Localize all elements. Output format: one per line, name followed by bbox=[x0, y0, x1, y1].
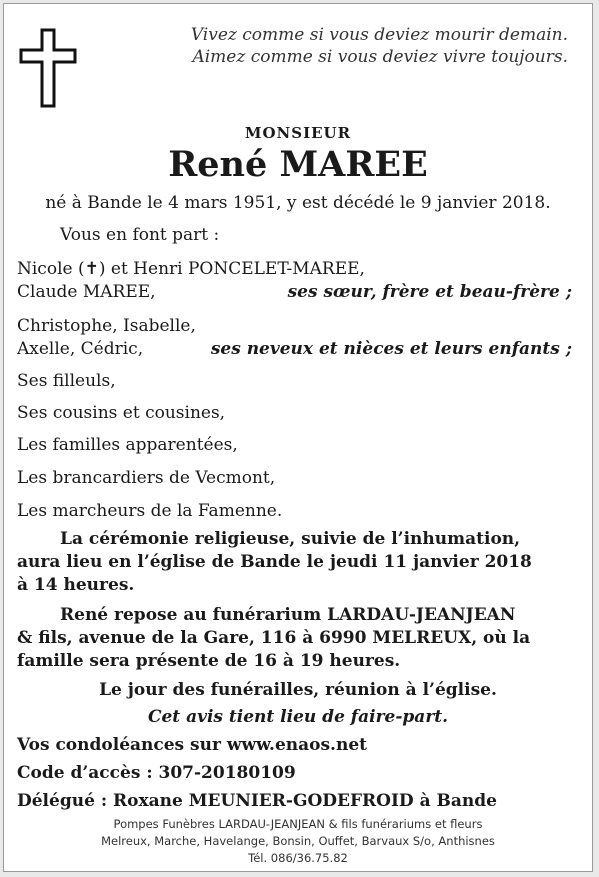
footer-line-2: Melreux, Marche, Havelange, Bonsin, Ouffet, Barvaux S/o, Anthisnes bbox=[101, 834, 495, 848]
family-line-2: Claude MAREE, bbox=[17, 282, 156, 302]
birth-death-line: né à Bande le 4 mars 1951, y est décédé le 9 janvier 2018. bbox=[45, 193, 551, 213]
funerarium-line-2: & fils, avenue de la Gare, 116 à 6990 MELREUX, où la bbox=[17, 628, 531, 648]
ceremony-line-2: aura lieu en l’église de Bande le jeudi 11 janvier 2018 bbox=[17, 552, 532, 572]
other-mourners-2: Ses cousins et cousines, bbox=[17, 403, 226, 423]
footer-line-3: Tél. 086/36.75.82 bbox=[248, 851, 348, 865]
deceased-name: René MAREE bbox=[168, 144, 428, 185]
title: MONSIEUR bbox=[244, 124, 352, 142]
epigraph bbox=[191, 24, 568, 68]
epigraph-line-1: Vivez comme si vous deviez mourir demain. bbox=[190, 25, 568, 45]
family-line-1: Nicole (✝) et Henri PONCELET-MAREE, bbox=[17, 259, 365, 279]
other-mourners-5: Les marcheurs de la Famenne. bbox=[17, 501, 283, 521]
other-mourners-4: Les brancardiers de Vecmont, bbox=[17, 468, 276, 488]
funerarium-line-1: René repose au funérarium LARDAU-JEANJEAN bbox=[60, 605, 516, 625]
footer-line-1: Pompes Funèbres LARDAU-JEANJEAN & fils funérariums et fleurs bbox=[113, 817, 483, 831]
access-code-line: Code d’accès : 307-20180109 bbox=[17, 763, 296, 783]
epigraph-line-2: Aimez comme si vous deviez vivre toujours. bbox=[192, 47, 568, 67]
other-mourners-1: Ses filleuls, bbox=[17, 371, 116, 391]
relation-siblings: ses sœur, frère et beau-frère ; bbox=[287, 282, 572, 302]
relation-nephews: ses neveux et nièces et leurs enfants ; bbox=[210, 339, 572, 359]
family-line-4: Axelle, Cédric, bbox=[17, 339, 144, 359]
ceremony-line-1: La cérémonie religieuse, suivie de l’inhumation, bbox=[60, 529, 521, 549]
notice-line: Cet avis tient lieu de faire-part. bbox=[147, 707, 449, 727]
intro-line: Vous en font part : bbox=[60, 225, 220, 245]
delegate-line: Délégué : Roxane MEUNIER-GODEFROID à Bande bbox=[17, 791, 497, 811]
reunion-line: Le jour des funérailles, réunion à l’église. bbox=[99, 680, 497, 700]
obituary-card bbox=[3, 3, 593, 872]
family-line-3: Christophe, Isabelle, bbox=[17, 316, 196, 336]
funerarium-line-3: famille sera présente de 16 à 19 heures. bbox=[17, 651, 401, 671]
condolences-line: Vos condoléances sur www.enaos.net bbox=[17, 735, 368, 755]
other-mourners-3: Les familles apparentées, bbox=[17, 435, 238, 455]
cross-icon bbox=[19, 28, 77, 108]
ceremony-line-3: à 14 heures. bbox=[17, 575, 135, 595]
